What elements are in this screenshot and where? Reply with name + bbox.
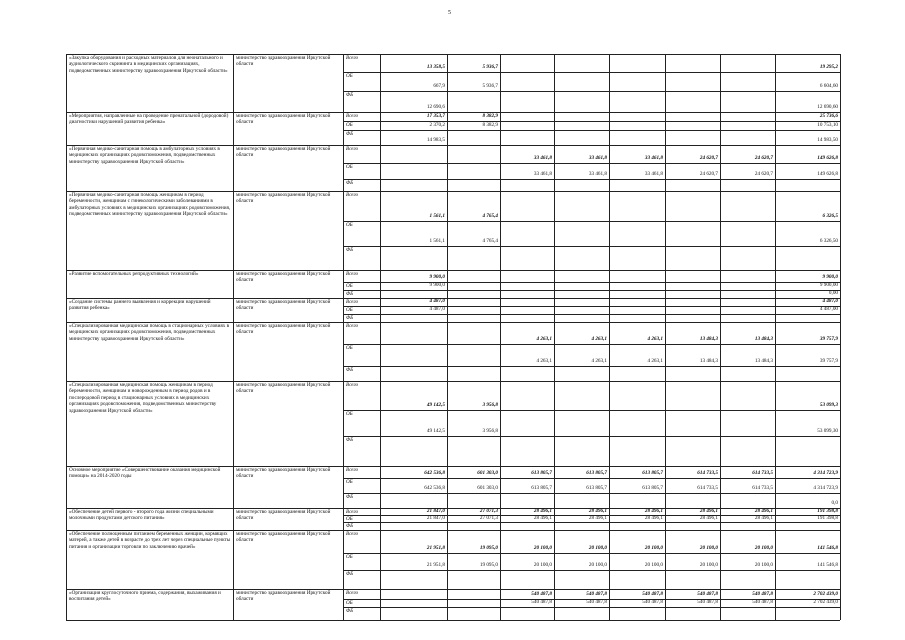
total-value: 13 484,3 xyxy=(754,336,773,342)
fund-label: Всего xyxy=(346,531,359,537)
ob-value: 19 095,0 xyxy=(479,562,498,568)
executor: министерство здравоохранения Иркутской области xyxy=(236,299,331,312)
fund-label: Всего xyxy=(346,509,359,515)
executor: министерство здравоохранения Иркутской области xyxy=(236,55,331,68)
fund-label: Всего xyxy=(346,271,359,277)
total-value: 19 295,2 xyxy=(819,64,838,70)
sub-row-rule xyxy=(343,522,840,523)
fund-label: ОБ xyxy=(346,122,353,128)
activity-name: «Специализированная медицинская помощь женщинам в период беременности, женщинам и новорожденным в период родов и в послеродовой период в стационарных условиях в медицинских организациях родовспоможения, подведомственных министерству здравоохранения Иркутской области» xyxy=(69,382,217,414)
ob-value: 20 100,0 xyxy=(533,562,552,568)
fund-label: ОБ xyxy=(346,554,353,560)
ob-value: 20 100,0 xyxy=(588,562,607,568)
total-value: 601 303,0 xyxy=(477,470,498,476)
ob-value: 21 951,8 xyxy=(426,562,445,568)
executor: министерство здравоохранения Иркутской области xyxy=(236,382,331,395)
fund-label: Всего xyxy=(346,323,359,329)
total-value: 13 358,5 xyxy=(426,64,445,70)
ob-value: 8 382,9 xyxy=(482,122,498,128)
activity-name: «Развитие вспомогательных репродуктивных технологий» xyxy=(69,271,199,277)
fund-label: Всего xyxy=(346,146,359,152)
ob-value: 2 702 439,0 xyxy=(813,599,838,605)
total-value: 25 736,6 xyxy=(819,113,838,119)
ob-value: 13 484,3 xyxy=(754,358,773,364)
sub-row-rule xyxy=(343,570,840,571)
total-value: 4 765,4 xyxy=(482,213,498,219)
fund-label: ФБ xyxy=(346,437,354,443)
executor: министерство здравоохранения Иркутской области xyxy=(236,509,331,522)
fund-label: ОБ xyxy=(346,164,353,170)
total-value: 20 100,0 xyxy=(533,545,552,551)
total-value: 49 142,5 xyxy=(426,402,445,408)
total-value: 4 314 723,9 xyxy=(813,470,838,476)
column-rule xyxy=(343,54,344,620)
ob-value: 540 487,8 xyxy=(531,599,552,605)
fund-label: ОБ xyxy=(346,479,353,485)
fund-label: ОБ xyxy=(346,345,353,351)
total-value: 21 951,8 xyxy=(426,545,445,551)
sub-row-rule xyxy=(343,607,840,608)
executor: министерство здравоохранения Иркутской области xyxy=(236,531,331,544)
ob-value: 5 936,7 xyxy=(482,83,498,89)
sub-row-rule xyxy=(343,179,840,180)
ob-value: 9 900,0 xyxy=(429,282,445,288)
total-value: 614 733,5 xyxy=(697,470,718,476)
ob-value: 540 487,8 xyxy=(586,599,607,605)
total-value: 3 956,8 xyxy=(482,402,498,408)
sub-row-rule xyxy=(343,344,840,345)
total-value: 21 847,0 xyxy=(426,508,445,514)
sub-row-rule xyxy=(343,246,840,247)
total-value: 20 100,0 xyxy=(588,545,607,551)
fund-label: ФБ xyxy=(346,315,354,321)
total-value: 28 496,1 xyxy=(644,508,663,514)
total-value: 39 757,9 xyxy=(819,336,838,342)
total-value: 540 487,8 xyxy=(642,591,663,597)
fund-label: ФБ xyxy=(346,291,354,297)
total-value: 28 496,1 xyxy=(754,508,773,514)
fund-label: Всего xyxy=(346,192,359,198)
executor: министерство здравоохранения Иркутской области xyxy=(236,467,331,480)
sub-row-rule xyxy=(343,436,840,437)
fund-label: ФБ xyxy=(346,494,354,500)
ob-value: 20 100,0 xyxy=(699,562,718,568)
executor: министерство здравоохранения Иркутской области xyxy=(236,146,331,159)
sub-row-rule xyxy=(343,91,840,92)
ob-value: 540 487,8 xyxy=(697,599,718,605)
sub-row-rule xyxy=(343,290,840,291)
ob-value: 24 620,7 xyxy=(754,171,773,177)
column-rule xyxy=(233,54,234,620)
total-value: 4 263,1 xyxy=(591,336,607,342)
sub-row-rule xyxy=(343,163,840,164)
fb-value: 14 983,5 xyxy=(426,137,445,143)
fund-label: ОБ xyxy=(346,222,353,228)
ob-value: 53 099,30 xyxy=(817,428,838,434)
total-value: 1 561,1 xyxy=(429,213,445,219)
activity-name: «Мероприятия, направленные на проведение пренатальной (дородовой) диагностики нарушений развития ребенка» xyxy=(69,113,229,126)
fb-value: 0,00 xyxy=(828,290,838,296)
ob-value: 4 765,4 xyxy=(482,238,498,244)
ob-value: 10 753,10 xyxy=(817,122,838,128)
fb-value: 12 690,6 xyxy=(426,104,445,110)
activity-name: «Обеспечение полноценным питанием беременных женщин, кормящих матерей, а также детей в возрасте до трех лет через специальные пункты питания и организации торговли по заключению врачей» xyxy=(69,531,231,550)
ob-value: 4 263,1 xyxy=(536,358,552,364)
total-value: 642 536,8 xyxy=(424,470,445,476)
ob-value: 4 263,1 xyxy=(591,358,607,364)
fund-label: Всего xyxy=(346,55,359,61)
fund-label: Всего xyxy=(346,299,359,305)
total-value: 17 353,7 xyxy=(426,113,445,119)
sub-row-rule xyxy=(343,72,840,73)
fund-label: ФБ xyxy=(346,92,354,98)
fund-label: ОБ xyxy=(346,411,353,417)
ob-value: 6 604,60 xyxy=(819,83,838,89)
total-value: 613 805,7 xyxy=(586,470,607,476)
ob-value: 20 100,0 xyxy=(754,562,773,568)
ob-value: 613 805,7 xyxy=(531,485,552,491)
ob-value: 28 496,1 xyxy=(644,515,663,521)
ob-value: 21 847,0 xyxy=(426,515,445,521)
total-value: 27 071,3 xyxy=(479,508,498,514)
ob-value: 2 370,2 xyxy=(429,122,445,128)
total-value: 540 487,8 xyxy=(586,591,607,597)
sub-row-rule xyxy=(343,493,840,494)
ob-value: 28 496,1 xyxy=(699,515,718,521)
total-value: 149 626,8 xyxy=(817,155,838,161)
fb-value: 14 983,50 xyxy=(817,137,838,143)
total-value: 191 398,8 xyxy=(817,508,838,514)
fund-label: ОБ xyxy=(346,307,353,313)
executor: министерство здравоохранения Иркутской области xyxy=(236,590,331,603)
total-value: 9 900,0 xyxy=(822,274,838,280)
fund-label: ОБ xyxy=(346,516,353,522)
activity-name: «Обеспечение детей первого - второго года жизни специальными молочными продуктами детского питания» xyxy=(69,509,214,522)
executor: министерство здравоохранения Иркутской области xyxy=(236,192,331,205)
ob-value: 614 733,5 xyxy=(752,485,773,491)
ob-value: 601 303,0 xyxy=(477,485,498,491)
executor: министерство здравоохранения Иркутской области xyxy=(236,113,331,126)
total-value: 19 095,0 xyxy=(479,545,498,551)
column-rule xyxy=(775,54,776,620)
fund-label: ФБ xyxy=(346,523,354,529)
fund-label: ОБ xyxy=(346,600,353,606)
ob-value: 20 100,0 xyxy=(644,562,663,568)
total-value: 24 620,7 xyxy=(754,155,773,161)
ob-value: 540 487,8 xyxy=(642,599,663,605)
fund-label: Всего xyxy=(346,590,359,596)
ob-value: 6 326,50 xyxy=(819,238,838,244)
ob-value: 4 314 723,9 xyxy=(813,485,838,491)
total-value: 2 702 439,0 xyxy=(813,591,838,597)
ob-value: 613 805,7 xyxy=(586,485,607,491)
total-value: 613 805,7 xyxy=(531,470,552,476)
ob-value: 191 398,8 xyxy=(817,515,838,521)
total-value: 20 100,0 xyxy=(644,545,663,551)
ob-value: 33 461,8 xyxy=(533,171,552,177)
activity-name: «Создание системы раннего выявления и коррекции нарушений развития ребенка» xyxy=(69,299,211,312)
total-value: 540 487,8 xyxy=(697,591,718,597)
sub-row-rule xyxy=(343,314,840,315)
fund-label: ФБ xyxy=(346,131,354,137)
fund-label: ФБ xyxy=(346,247,354,253)
ob-value: 3 956,8 xyxy=(482,428,498,434)
total-value: 4 263,1 xyxy=(536,336,552,342)
ob-value: 28 496,1 xyxy=(588,515,607,521)
fund-label: ОБ xyxy=(346,73,353,79)
fb-value: 12 690,60 xyxy=(817,104,838,110)
ob-value: 667,9 xyxy=(433,83,445,89)
ob-value: 4 263,1 xyxy=(647,358,663,364)
total-value: 4 487,0 xyxy=(822,298,838,304)
column-rule xyxy=(66,54,67,620)
total-value: 28 496,1 xyxy=(588,508,607,514)
sub-row-rule xyxy=(343,553,840,554)
ob-value: 33 461,8 xyxy=(644,171,663,177)
fb-value: 0,0 xyxy=(831,500,838,506)
sub-row-rule xyxy=(343,221,840,222)
executor: министерство здравоохранения Иркутской области xyxy=(236,323,331,336)
total-value: 614 733,5 xyxy=(752,470,773,476)
total-value: 4 487,0 xyxy=(429,298,445,304)
ob-value: 149 626,8 xyxy=(817,171,838,177)
sub-row-rule xyxy=(343,410,840,411)
total-value: 28 496,1 xyxy=(699,508,718,514)
ob-value: 540 487,8 xyxy=(752,599,773,605)
total-value: 24 620,7 xyxy=(699,155,718,161)
total-value: 33 461,8 xyxy=(588,155,607,161)
total-value: 13 484,3 xyxy=(699,336,718,342)
ob-value: 39 757,9 xyxy=(819,358,838,364)
column-rule xyxy=(447,54,448,620)
ob-value: 642 536,8 xyxy=(424,485,445,491)
fund-label: ФБ xyxy=(346,180,354,186)
ob-value: 4 487,00 xyxy=(819,306,838,312)
fund-label: Всего xyxy=(346,467,359,473)
total-value: 540 487,8 xyxy=(752,591,773,597)
fund-label: ФБ xyxy=(346,608,354,614)
activity-name: «Организация круглосуточного приема, содержания, выхаживания и воспитания детей» xyxy=(69,590,221,603)
ob-value: 13 484,3 xyxy=(699,358,718,364)
sub-row-rule xyxy=(343,478,840,479)
total-value: 28 496,1 xyxy=(533,508,552,514)
total-value: 53 099,3 xyxy=(819,402,838,408)
ob-value: 141 546,8 xyxy=(817,562,838,568)
fund-label: ОБ xyxy=(346,283,353,289)
total-value: 8 382,9 xyxy=(482,113,498,119)
total-value: 141 546,8 xyxy=(817,545,838,551)
fund-label: ФБ xyxy=(346,571,354,577)
fund-label: Всего xyxy=(346,382,359,388)
column-rule xyxy=(840,54,841,620)
total-value: 9 900,0 xyxy=(429,274,445,280)
fund-label: Всего xyxy=(346,113,359,119)
executor: министерство здравоохранения Иркутской области xyxy=(236,271,331,284)
page-number: 5 xyxy=(448,10,451,16)
ob-value: 49 142,5 xyxy=(426,428,445,434)
ob-value: 28 496,1 xyxy=(754,515,773,521)
total-value: 33 461,8 xyxy=(644,155,663,161)
total-value: 4 263,1 xyxy=(647,336,663,342)
sub-row-rule xyxy=(343,130,840,131)
activity-name: «Специализированная медицинская помощь в стационарных условиях в медицинских организациях родовспоможения, подведомственных министерству здравоохранения Иркутской области» xyxy=(69,323,230,342)
ob-value: 24 620,7 xyxy=(699,171,718,177)
total-value: 33 461,8 xyxy=(533,155,552,161)
total-value: 613 805,7 xyxy=(642,470,663,476)
activity-name: «Первичная медико-санитарная помощь женщинам в период беременности, женщинам с гинекологическими заболеваниями в амбулаторных условиях в медицинских организациях родовспоможения, подведомственных министерству здравоохранения Иркутской области» xyxy=(69,192,231,218)
column-rule xyxy=(380,54,381,620)
total-value: 5 936,7 xyxy=(482,64,498,70)
activity-name: Основное мероприятие «Совершенствование оказания медицинской помощи» на 2014-2020 годы xyxy=(69,467,221,480)
sub-row-rule xyxy=(343,366,840,367)
ob-value: 9 900,00 xyxy=(819,282,838,288)
total-value: 6 326,5 xyxy=(822,213,838,219)
ob-value: 28 496,1 xyxy=(533,515,552,521)
ob-value: 33 461,8 xyxy=(588,171,607,177)
fund-label: ФБ xyxy=(346,367,354,373)
ob-value: 1 561,1 xyxy=(429,238,445,244)
ob-value: 27 071,3 xyxy=(479,515,498,521)
row-rule xyxy=(66,620,840,621)
activity-name: «Закупка оборудования и расходных материалов для неонатального и аудиологического скрининга в медицинских организациях, подведомственных министерству здравоохранения Иркутской области» xyxy=(69,55,228,74)
total-value: 20 100,0 xyxy=(754,545,773,551)
ob-value: 614 733,5 xyxy=(697,485,718,491)
total-value: 540 487,8 xyxy=(531,591,552,597)
ob-value: 4 487,0 xyxy=(429,306,445,312)
total-value: 20 100,0 xyxy=(699,545,718,551)
activity-name: «Первичная медико-санитарная помощь в амбулаторных условиях в медицинских организациях родовспоможения, подведомственных министерству здравоохранения Иркутской области» xyxy=(69,146,220,165)
ob-value: 613 805,7 xyxy=(642,485,663,491)
